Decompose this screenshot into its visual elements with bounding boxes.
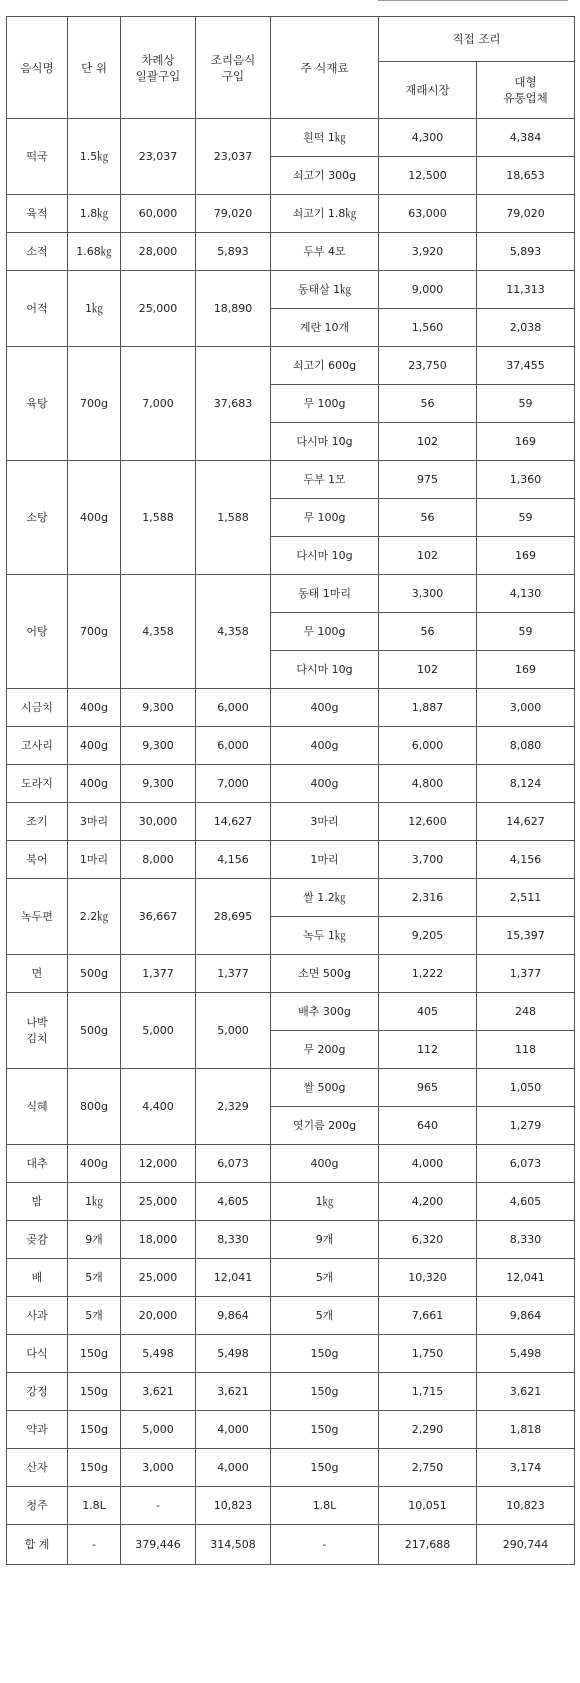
cell-food-name: 강정 <box>7 1373 68 1411</box>
table-row <box>7 461 575 499</box>
cell-unit: 400g <box>68 461 121 575</box>
cell-ingredient: 5개 <box>271 1297 379 1335</box>
cell-food-name: 육탕 <box>7 347 68 461</box>
cell-food-name: 녹두편 <box>7 879 68 955</box>
cell-food-name: 배 <box>7 1259 68 1297</box>
cell-ingredient: 쌀 500g <box>271 1069 379 1107</box>
cell-ingredient: 다시마 10g <box>271 537 379 575</box>
cell-cooked-purchase: 4,605 <box>196 1183 271 1221</box>
cell-cooked-purchase: 5,498 <box>196 1335 271 1373</box>
table-row <box>7 575 575 613</box>
cell-ingredient: 400g <box>271 1145 379 1183</box>
table-row <box>7 233 575 271</box>
cell-retailer-price: 2,511 <box>477 879 575 917</box>
table-row <box>7 993 575 1031</box>
cell-market-price: 63,000 <box>379 195 477 233</box>
cell-market-price: 12,600 <box>379 803 477 841</box>
cell-cooked-purchase: 6,000 <box>196 689 271 727</box>
cell-food-name: 소탕 <box>7 461 68 575</box>
cell-food-name: 시금치 <box>7 689 68 727</box>
cell-cooked-purchase: 79,020 <box>196 195 271 233</box>
cell-retailer-price: 118 <box>477 1031 575 1069</box>
header-large-retailer: 대형 유통업체 <box>477 62 575 119</box>
cell-market-price: 6,000 <box>379 727 477 765</box>
cell-retailer-price: 14,627 <box>477 803 575 841</box>
cell-table-purchase: 5,000 <box>121 993 196 1069</box>
cell-retailer-price: 4,605 <box>477 1183 575 1221</box>
cell-ingredient: 두부 4모 <box>271 233 379 271</box>
cell-unit: 2.2㎏ <box>68 879 121 955</box>
cell-food-name: 다식 <box>7 1335 68 1373</box>
cell-ingredient: 엿기름 200g <box>271 1107 379 1145</box>
cell-food-name: 떡국 <box>7 119 68 195</box>
cell-cooked-purchase: 5,000 <box>196 993 271 1069</box>
table-row <box>7 765 575 803</box>
cell-ingredient: 150g <box>271 1335 379 1373</box>
cell-retailer-price: 4,384 <box>477 119 575 157</box>
cell-unit: 3마리 <box>68 803 121 841</box>
cell-cooked-purchase: 37,683 <box>196 347 271 461</box>
cell-retailer-price: 59 <box>477 613 575 651</box>
cell-table-purchase: 9,300 <box>121 689 196 727</box>
cell-cooked-purchase: 5,893 <box>196 233 271 271</box>
cell-unit: 1.5㎏ <box>68 119 121 195</box>
cell-unit: 700g <box>68 347 121 461</box>
table-row <box>7 1069 575 1107</box>
cell-unit: 500g <box>68 955 121 993</box>
cell-unit: 400g <box>68 727 121 765</box>
cell-ingredient: 쇠고기 1.8㎏ <box>271 195 379 233</box>
cell-ingredient: 400g <box>271 727 379 765</box>
cell-ingredient: 150g <box>271 1411 379 1449</box>
cell-retailer-price: 10,823 <box>477 1487 575 1525</box>
cell-market-price: 56 <box>379 499 477 537</box>
cell-unit: 150g <box>68 1411 121 1449</box>
cell-cooked-purchase: 7,000 <box>196 765 271 803</box>
cell-food-name: 조기 <box>7 803 68 841</box>
cell-table-purchase: 3,621 <box>121 1373 196 1411</box>
cell-cooked-purchase: 8,330 <box>196 1221 271 1259</box>
cell-table-purchase: 36,667 <box>121 879 196 955</box>
cell-table-purchase: 25,000 <box>121 1259 196 1297</box>
cell-ingredient: 쌀 1.2㎏ <box>271 879 379 917</box>
table-row <box>7 1259 575 1297</box>
cell-unit: 5개 <box>68 1259 121 1297</box>
cell-table-purchase: 7,000 <box>121 347 196 461</box>
cell-food-name: 어탕 <box>7 575 68 689</box>
cell-market-price: 10,051 <box>379 1487 477 1525</box>
table-row <box>7 879 575 917</box>
cell-ingredient: 400g <box>271 689 379 727</box>
cell-market-price: 405 <box>379 993 477 1031</box>
cell-cooked-purchase: 12,041 <box>196 1259 271 1297</box>
cell-retailer-price: 8,080 <box>477 727 575 765</box>
cell-ingredient: 1㎏ <box>271 1183 379 1221</box>
cell-ingredient: 두부 1모 <box>271 461 379 499</box>
cell-retailer-price: 248 <box>477 993 575 1031</box>
cell-retailer-price: 8,330 <box>477 1221 575 1259</box>
cell-unit: 1.8L <box>68 1487 121 1525</box>
cell-retailer-price: 4,130 <box>477 575 575 613</box>
cell-food-name: 청주 <box>7 1487 68 1525</box>
cell-table-purchase: 1,377 <box>121 955 196 993</box>
cell-table-purchase: 8,000 <box>121 841 196 879</box>
cell-market-price: 112 <box>379 1031 477 1069</box>
table-row <box>7 119 575 157</box>
cell-market-price: 6,320 <box>379 1221 477 1259</box>
header-direct-cooking: 직접 조리 <box>379 17 575 62</box>
cell-table-purchase: 25,000 <box>121 271 196 347</box>
total-market: 217,688 <box>379 1525 477 1565</box>
cell-retailer-price: 5,893 <box>477 233 575 271</box>
cell-table-purchase: 1,588 <box>121 461 196 575</box>
cell-market-price: 3,300 <box>379 575 477 613</box>
cell-retailer-price: 4,156 <box>477 841 575 879</box>
table-row <box>7 1145 575 1183</box>
cell-food-name: 어적 <box>7 271 68 347</box>
cell-market-price: 4,200 <box>379 1183 477 1221</box>
cell-table-purchase: 5,000 <box>121 1411 196 1449</box>
table-row <box>7 1373 575 1411</box>
cell-unit: 400g <box>68 765 121 803</box>
header-food: 음식명 <box>7 17 68 119</box>
cell-table-purchase: 9,300 <box>121 765 196 803</box>
cell-retailer-price: 1,279 <box>477 1107 575 1145</box>
cell-food-name: 약과 <box>7 1411 68 1449</box>
total-cooked: 314,508 <box>196 1525 271 1565</box>
cell-unit: 9개 <box>68 1221 121 1259</box>
cell-table-purchase: - <box>121 1487 196 1525</box>
cell-ingredient: 9개 <box>271 1221 379 1259</box>
table-row <box>7 195 575 233</box>
cell-retailer-price: 15,397 <box>477 917 575 955</box>
cell-market-price: 3,700 <box>379 841 477 879</box>
cell-table-purchase: 60,000 <box>121 195 196 233</box>
cell-table-purchase: 18,000 <box>121 1221 196 1259</box>
cell-retailer-price: 12,041 <box>477 1259 575 1297</box>
cell-unit: 400g <box>68 1145 121 1183</box>
total-unit: - <box>68 1525 121 1565</box>
cell-market-price: 12,500 <box>379 157 477 195</box>
cell-cooked-purchase: 4,358 <box>196 575 271 689</box>
cell-unit: 1.68㎏ <box>68 233 121 271</box>
cell-unit: 1.8㎏ <box>68 195 121 233</box>
cell-market-price: 4,000 <box>379 1145 477 1183</box>
cell-unit: 150g <box>68 1449 121 1487</box>
cell-market-price: 4,300 <box>379 119 477 157</box>
header-row <box>7 17 575 62</box>
cell-cooked-purchase: 9,864 <box>196 1297 271 1335</box>
cell-ingredient: 150g <box>271 1373 379 1411</box>
header-market: 재래시장 <box>379 62 477 119</box>
table-row <box>7 271 575 309</box>
cell-retailer-price: 3,621 <box>477 1373 575 1411</box>
cell-cooked-purchase: 6,000 <box>196 727 271 765</box>
cell-table-purchase: 4,358 <box>121 575 196 689</box>
cell-food-name: 대추 <box>7 1145 68 1183</box>
cell-market-price: 965 <box>379 1069 477 1107</box>
cell-market-price: 4,800 <box>379 765 477 803</box>
cell-retailer-price: 1,377 <box>477 955 575 993</box>
cell-retailer-price: 8,124 <box>477 765 575 803</box>
cell-cooked-purchase: 4,000 <box>196 1411 271 1449</box>
cell-food-name: 북어 <box>7 841 68 879</box>
cell-ingredient: 무 100g <box>271 385 379 423</box>
cell-cooked-purchase: 18,890 <box>196 271 271 347</box>
cell-table-purchase: 23,037 <box>121 119 196 195</box>
cell-table-purchase: 3,000 <box>121 1449 196 1487</box>
cell-food-name: 나박 김치 <box>7 993 68 1069</box>
price-table-container <box>3 0 575 1565</box>
cell-food-name: 산자 <box>7 1449 68 1487</box>
table-row <box>7 1335 575 1373</box>
cell-market-price: 23,750 <box>379 347 477 385</box>
cell-unit: 500g <box>68 993 121 1069</box>
table-row <box>7 841 575 879</box>
cell-market-price: 2,316 <box>379 879 477 917</box>
header-cooked-purchase: 조리음식 구입 <box>196 17 271 119</box>
cell-cooked-purchase: 1,588 <box>196 461 271 575</box>
cell-retailer-price: 18,653 <box>477 157 575 195</box>
cell-food-name: 육적 <box>7 195 68 233</box>
cell-food-name: 식혜 <box>7 1069 68 1145</box>
cell-market-price: 975 <box>379 461 477 499</box>
cell-ingredient: 쇠고기 300g <box>271 157 379 195</box>
table-row <box>7 689 575 727</box>
header-unit: 단 위 <box>68 17 121 119</box>
header-main-ingredient: 주 식재료 <box>271 17 379 119</box>
cell-ingredient: 배추 300g <box>271 993 379 1031</box>
cell-unit: 800g <box>68 1069 121 1145</box>
cell-ingredient: 동태 1마리 <box>271 575 379 613</box>
cell-ingredient: 1.8L <box>271 1487 379 1525</box>
cell-retailer-price: 6,073 <box>477 1145 575 1183</box>
cell-ingredient: 무 200g <box>271 1031 379 1069</box>
cell-unit: 1㎏ <box>68 1183 121 1221</box>
table-row <box>7 803 575 841</box>
cell-food-name: 밤 <box>7 1183 68 1221</box>
cell-table-purchase: 4,400 <box>121 1069 196 1145</box>
table-row <box>7 347 575 385</box>
cell-table-purchase: 5,498 <box>121 1335 196 1373</box>
cell-cooked-purchase: 23,037 <box>196 119 271 195</box>
cell-unit: 5개 <box>68 1297 121 1335</box>
total-retailer: 290,744 <box>477 1525 575 1565</box>
cell-cooked-purchase: 2,329 <box>196 1069 271 1145</box>
cell-market-price: 1,887 <box>379 689 477 727</box>
table-row <box>7 1449 575 1487</box>
cell-ingredient: 1마리 <box>271 841 379 879</box>
cell-food-name: 도라지 <box>7 765 68 803</box>
cell-market-price: 102 <box>379 651 477 689</box>
cell-market-price: 10,320 <box>379 1259 477 1297</box>
cell-market-price: 1,715 <box>379 1373 477 1411</box>
cell-table-purchase: 28,000 <box>121 233 196 271</box>
cell-ingredient: 녹두 1㎏ <box>271 917 379 955</box>
table-row <box>7 1411 575 1449</box>
cell-retailer-price: 59 <box>477 499 575 537</box>
cell-cooked-purchase: 28,695 <box>196 879 271 955</box>
cell-retailer-price: 59 <box>477 385 575 423</box>
cell-retailer-price: 79,020 <box>477 195 575 233</box>
cell-retailer-price: 9,864 <box>477 1297 575 1335</box>
cell-unit: 1㎏ <box>68 271 121 347</box>
cell-ingredient: 다시마 10g <box>271 423 379 461</box>
price-comparison-table <box>6 16 575 1565</box>
cell-retailer-price: 169 <box>477 537 575 575</box>
cell-retailer-price: 1,050 <box>477 1069 575 1107</box>
cell-retailer-price: 3,174 <box>477 1449 575 1487</box>
cell-food-name: 면 <box>7 955 68 993</box>
cell-market-price: 9,000 <box>379 271 477 309</box>
cell-market-price: 2,290 <box>379 1411 477 1449</box>
cell-retailer-price: 11,313 <box>477 271 575 309</box>
table-row <box>7 1487 575 1525</box>
top-rule <box>378 0 568 1</box>
cell-ingredient: 흰떡 1㎏ <box>271 119 379 157</box>
cell-retailer-price: 37,455 <box>477 347 575 385</box>
cell-ingredient: 무 100g <box>271 613 379 651</box>
total-ingredient: - <box>271 1525 379 1565</box>
cell-food-name: 소적 <box>7 233 68 271</box>
cell-market-price: 1,750 <box>379 1335 477 1373</box>
cell-ingredient: 쇠고기 600g <box>271 347 379 385</box>
cell-ingredient: 150g <box>271 1449 379 1487</box>
cell-market-price: 7,661 <box>379 1297 477 1335</box>
cell-market-price: 9,205 <box>379 917 477 955</box>
cell-unit: 700g <box>68 575 121 689</box>
header-table-purchase: 차례상 일괄구입 <box>121 17 196 119</box>
cell-market-price: 3,920 <box>379 233 477 271</box>
cell-market-price: 102 <box>379 423 477 461</box>
cell-retailer-price: 169 <box>477 423 575 461</box>
cell-cooked-purchase: 4,000 <box>196 1449 271 1487</box>
table-body <box>7 119 575 1565</box>
cell-retailer-price: 1,818 <box>477 1411 575 1449</box>
cell-table-purchase: 20,000 <box>121 1297 196 1335</box>
cell-cooked-purchase: 4,156 <box>196 841 271 879</box>
cell-unit: 150g <box>68 1373 121 1411</box>
cell-cooked-purchase: 10,823 <box>196 1487 271 1525</box>
total-name: 합 계 <box>7 1525 68 1565</box>
cell-cooked-purchase: 6,073 <box>196 1145 271 1183</box>
table-row <box>7 1221 575 1259</box>
cell-market-price: 1,222 <box>379 955 477 993</box>
cell-ingredient: 소면 500g <box>271 955 379 993</box>
total-row <box>7 1525 575 1565</box>
cell-ingredient: 계란 10개 <box>271 309 379 347</box>
cell-retailer-price: 2,038 <box>477 309 575 347</box>
cell-market-price: 102 <box>379 537 477 575</box>
cell-unit: 150g <box>68 1335 121 1373</box>
cell-food-name: 고사리 <box>7 727 68 765</box>
cell-market-price: 1,560 <box>379 309 477 347</box>
cell-table-purchase: 12,000 <box>121 1145 196 1183</box>
cell-ingredient: 동태살 1㎏ <box>271 271 379 309</box>
total-table: 379,446 <box>121 1525 196 1565</box>
cell-market-price: 56 <box>379 385 477 423</box>
table-row <box>7 727 575 765</box>
cell-retailer-price: 5,498 <box>477 1335 575 1373</box>
cell-retailer-price: 169 <box>477 651 575 689</box>
cell-ingredient: 400g <box>271 765 379 803</box>
cell-unit: 1마리 <box>68 841 121 879</box>
cell-table-purchase: 30,000 <box>121 803 196 841</box>
cell-market-price: 640 <box>379 1107 477 1145</box>
cell-cooked-purchase: 3,621 <box>196 1373 271 1411</box>
table-row <box>7 1183 575 1221</box>
cell-table-purchase: 9,300 <box>121 727 196 765</box>
table-row <box>7 955 575 993</box>
cell-ingredient: 다시마 10g <box>271 651 379 689</box>
cell-unit: 400g <box>68 689 121 727</box>
cell-food-name: 사과 <box>7 1297 68 1335</box>
cell-cooked-purchase: 14,627 <box>196 803 271 841</box>
cell-cooked-purchase: 1,377 <box>196 955 271 993</box>
cell-ingredient: 무 100g <box>271 499 379 537</box>
cell-table-purchase: 25,000 <box>121 1183 196 1221</box>
cell-market-price: 2,750 <box>379 1449 477 1487</box>
cell-ingredient: 3마리 <box>271 803 379 841</box>
cell-market-price: 56 <box>379 613 477 651</box>
cell-retailer-price: 3,000 <box>477 689 575 727</box>
cell-retailer-price: 1,360 <box>477 461 575 499</box>
cell-food-name: 곶감 <box>7 1221 68 1259</box>
cell-ingredient: 5개 <box>271 1259 379 1297</box>
table-row <box>7 1297 575 1335</box>
